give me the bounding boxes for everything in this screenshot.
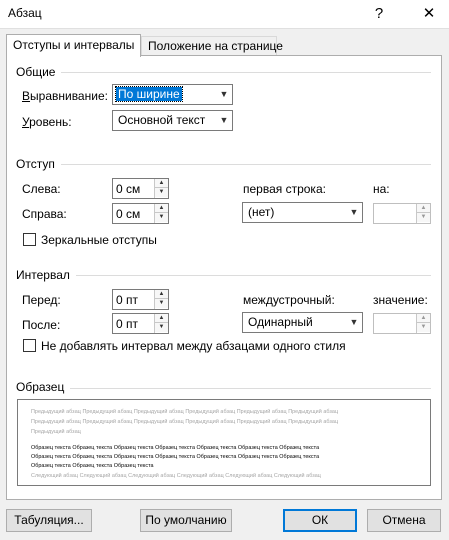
- indent-left-value: 0 см: [116, 182, 141, 196]
- tab-line-page-breaks-label: Положение на странице: [148, 39, 283, 53]
- spacing-at-label: значение:: [373, 293, 428, 307]
- preview-section-title: Образец: [16, 380, 70, 394]
- space-after-value: 0 пт: [116, 317, 139, 331]
- spin-up-icon[interactable]: ▲: [417, 314, 430, 323]
- space-before-label: Перед:: [22, 293, 61, 307]
- spin-down-icon[interactable]: ▼: [155, 213, 168, 222]
- preview-sample-line: Образец текста Образец текста Образец текста Образец текста Образец текста Образец текста Образец текста: [31, 454, 320, 460]
- preview-sample-line: Образец текста Образец текста Образец текста Образец текста Образец текста Образец текста Образец текста: [31, 445, 320, 451]
- spin-up-icon[interactable]: ▲: [155, 314, 168, 323]
- spacing-section-title: Интервал: [16, 268, 76, 282]
- outline-level-value: Основной текст: [118, 113, 206, 127]
- preview-box: [17, 399, 431, 486]
- indent-right-spinner[interactable]: [112, 203, 169, 224]
- window-title: Абзац: [8, 6, 42, 20]
- indent-left-label: Слева:: [22, 182, 61, 196]
- spin-down-icon[interactable]: ▼: [155, 323, 168, 332]
- preview-prev-line: Предыдущий абзац Предыдущий абзац Предыдущий абзац Предыдущий абзац Предыдущий абзац Предыдущий абзац: [31, 419, 339, 425]
- indent-left-spinner[interactable]: [112, 178, 169, 199]
- line-spacing-select[interactable]: [242, 312, 363, 333]
- preview-prev-line: Предыдущий абзац Предыдущий абзац Предыдущий абзац Предыдущий абзац Предыдущий абзац Предыдущий абзац: [31, 409, 339, 415]
- no-space-same-style-checkbox[interactable]: [23, 339, 36, 352]
- tabs-button[interactable]: Табуляция...: [6, 509, 92, 532]
- tab-indents-spacing[interactable]: [6, 34, 141, 57]
- line-spacing-value: Одинарный: [248, 315, 313, 329]
- spin-down-icon[interactable]: ▼: [417, 213, 430, 222]
- spin-up-icon[interactable]: ▲: [155, 204, 168, 213]
- spin-up-icon[interactable]: ▲: [155, 179, 168, 188]
- tab-indents-spacing-label: Отступы и интервалы: [13, 38, 135, 52]
- alignment-label: Выравнивание:: [22, 89, 108, 103]
- spin-down-icon[interactable]: ▼: [155, 299, 168, 308]
- space-before-value: 0 пт: [116, 293, 139, 307]
- spacing-divider: [17, 275, 431, 276]
- indent-by-label: на:: [373, 182, 390, 196]
- first-line-label: первая строка:: [243, 182, 326, 196]
- mirror-indents-checkbox[interactable]: [23, 233, 36, 246]
- preview-divider: [17, 388, 431, 389]
- preview-next-line: Следующий абзац Следующий абзац Следующий абзац Следующий абзац Следующий абзац Следующий абзац: [31, 473, 321, 479]
- help-icon[interactable]: ?: [374, 5, 384, 22]
- first-line-select[interactable]: [242, 202, 363, 223]
- line-spacing-label: междустрочный:: [243, 293, 335, 307]
- preview-sample-line: Образец текста Образец текста Образец текста: [31, 463, 154, 469]
- spin-up-icon[interactable]: ▲: [417, 204, 430, 213]
- space-after-label: После:: [22, 318, 61, 332]
- indent-divider: [17, 164, 431, 165]
- indent-section-title: Отступ: [16, 157, 61, 171]
- outline-level-select[interactable]: [112, 110, 233, 131]
- ok-button[interactable]: ОК: [283, 509, 357, 532]
- no-space-same-style-label: Не добавлять интервал между абзацами одного стиля: [41, 339, 346, 353]
- level-label: Уровень:: [22, 115, 72, 129]
- chevron-down-icon: ▼: [345, 203, 362, 222]
- general-section-title: Общие: [16, 65, 61, 79]
- set-default-button[interactable]: По умолчанию: [140, 509, 232, 532]
- mirror-indents-label: Зеркальные отступы: [41, 233, 157, 247]
- preview-prev-line: Предыдущий абзац: [31, 429, 81, 435]
- alignment-select[interactable]: [112, 84, 233, 105]
- indent-right-value: 0 см: [116, 207, 141, 221]
- close-icon[interactable]: ✕: [422, 5, 436, 22]
- indent-right-label: Справа:: [22, 207, 67, 221]
- first-line-value: (нет): [248, 205, 275, 219]
- title-bar: [0, 0, 449, 28]
- spin-down-icon[interactable]: ▼: [417, 323, 430, 332]
- spin-down-icon[interactable]: ▼: [155, 188, 168, 197]
- cancel-button[interactable]: Отмена: [367, 509, 441, 532]
- space-after-spinner[interactable]: [112, 313, 169, 334]
- general-divider: [17, 72, 431, 73]
- spin-up-icon[interactable]: ▲: [155, 290, 168, 299]
- alignment-value: По ширине: [118, 87, 180, 101]
- chevron-down-icon: ▼: [215, 85, 232, 104]
- space-before-spinner[interactable]: [112, 289, 169, 310]
- indent-by-spinner[interactable]: [373, 203, 431, 224]
- chevron-down-icon: ▼: [345, 313, 362, 332]
- spacing-at-spinner[interactable]: [373, 313, 431, 334]
- tab-line-page-breaks[interactable]: [141, 36, 283, 55]
- chevron-down-icon: ▼: [215, 111, 232, 130]
